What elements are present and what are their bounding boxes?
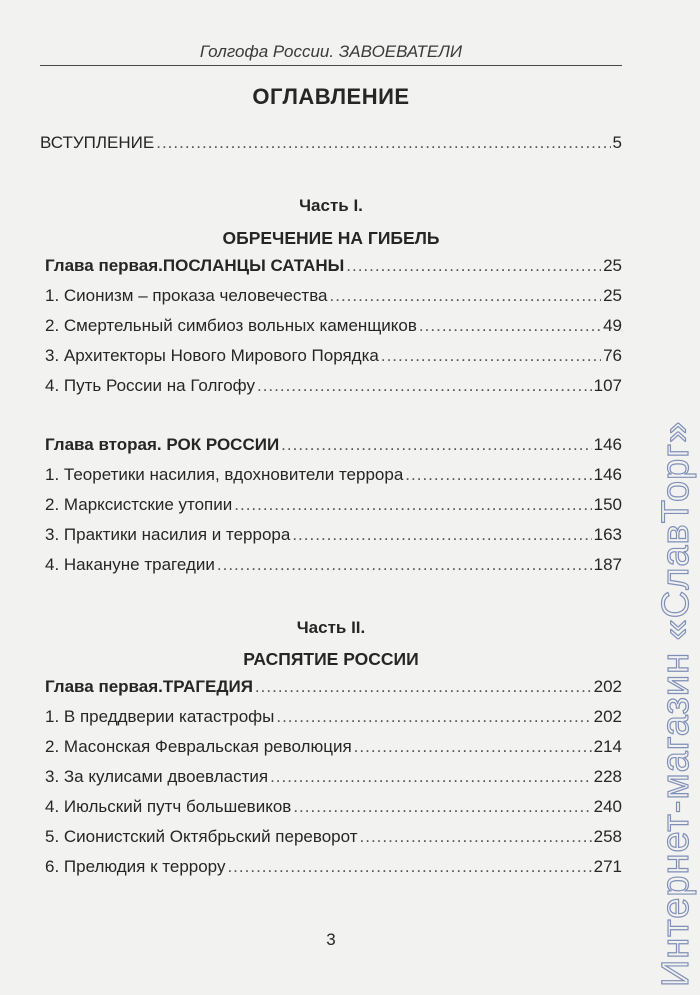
entry-page: 214 <box>593 737 622 756</box>
toc-title: ОГЛАВЛЕНИЕ <box>252 84 410 109</box>
toc-entry-section[interactable] <box>45 827 622 851</box>
entry-page: 187 <box>593 555 622 574</box>
toc-entry-intro[interactable] <box>40 133 622 157</box>
toc-entry-section[interactable] <box>45 797 622 821</box>
entry-page: 163 <box>593 525 622 544</box>
part-label: Часть I. <box>299 196 363 215</box>
chapter-prefix: Глава первая. <box>45 677 163 696</box>
page-number: 3 <box>326 930 336 949</box>
entry-label: 3. Архитекторы Нового Мирового Порядка <box>45 346 379 365</box>
entry-label: 3. За кулисами двоевластия <box>45 767 269 786</box>
toc-entry-section[interactable] <box>45 857 622 881</box>
entry-label: 2. Масонская Февральская революция <box>45 737 352 756</box>
entry-page: 146 <box>593 435 622 454</box>
part-title: ОБРЕЧЕНИЕ НА ГИБЕЛЬ <box>222 228 440 248</box>
toc-entry-section[interactable] <box>45 465 622 489</box>
leader-dots <box>234 495 591 515</box>
toc-entry-section[interactable] <box>45 737 622 761</box>
entry-page: 228 <box>593 767 622 786</box>
leader-dots <box>227 857 591 877</box>
entry-label: 5. Сионистский Октябрьский переворот <box>45 827 358 846</box>
chapter-name: ТРАГЕДИЯ <box>162 677 253 696</box>
entry-page: 107 <box>593 376 622 395</box>
part-label: Часть II. <box>296 618 366 637</box>
entry-label: 1. Теоретики насилия, вдохновители террора <box>45 465 404 484</box>
entry-label: ВСТУПЛЕНИЕ <box>40 133 155 152</box>
entry-page: 240 <box>593 797 622 816</box>
leader-dots <box>255 677 592 697</box>
entry-page: 5 <box>612 133 622 152</box>
toc-entry-section[interactable] <box>45 707 622 731</box>
toc-entry-section[interactable] <box>45 316 622 340</box>
toc-entry-section[interactable] <box>45 495 622 519</box>
leader-dots <box>217 555 592 575</box>
entry-label: 4. Накануне трагедии <box>45 555 215 574</box>
chapter-name: РОК РОССИИ <box>166 435 280 454</box>
toc-entry-section[interactable] <box>45 286 622 310</box>
leader-dots <box>276 707 591 727</box>
leader-dots <box>281 435 591 455</box>
entry-label: 3. Практики насилия и террора <box>45 525 291 544</box>
toc-entry-chapter[interactable] <box>45 256 622 280</box>
entry-label: 2. Смертельный симбиоз вольных каменщиков <box>45 316 417 335</box>
entry-page: 49 <box>603 316 622 335</box>
entry-page: 76 <box>603 346 622 365</box>
leader-dots <box>419 316 601 336</box>
entry-page: 202 <box>593 707 622 726</box>
toc-entry-chapter[interactable] <box>45 435 622 459</box>
leader-dots <box>270 767 592 787</box>
entry-page: 25 <box>603 256 622 275</box>
entry-page: 271 <box>593 857 622 876</box>
entry-label: 6. Прелюдия к террору <box>45 857 226 876</box>
leader-dots <box>257 376 592 396</box>
chapter-prefix: Глава первая. <box>45 256 163 275</box>
toc-entry-section[interactable] <box>45 376 622 400</box>
entry-label: 1. Сионизм – проказа человечества <box>45 286 328 305</box>
leader-dots <box>354 737 592 757</box>
toc-entry-section[interactable] <box>45 555 622 579</box>
leader-dots <box>292 525 591 545</box>
leader-dots <box>360 827 592 847</box>
entry-page: 146 <box>593 465 622 484</box>
leader-dots <box>330 286 602 306</box>
entry-label: 2. Марксистские утопии <box>45 495 233 514</box>
entry-page: 25 <box>603 286 622 305</box>
header-rule <box>40 65 622 66</box>
toc-entry-section[interactable] <box>45 346 622 370</box>
chapter-prefix: Глава вторая. <box>45 435 162 454</box>
running-header: Голгофа России. ЗАВОЕВАТЕЛИ <box>199 42 463 61</box>
toc-entry-section[interactable] <box>45 525 622 549</box>
chapter-name: ПОСЛАНЦЫ САТАНЫ <box>162 256 345 275</box>
toc-entry-section[interactable] <box>45 767 622 791</box>
toc-entry-chapter[interactable] <box>45 677 622 701</box>
entry-page: 202 <box>593 677 622 696</box>
entry-page: 150 <box>593 495 622 514</box>
entry-page: 258 <box>593 827 622 846</box>
leader-dots <box>293 797 591 817</box>
part-title: РАСПЯТИЕ РОССИИ <box>243 649 419 669</box>
entry-label: 1. В преддверии катастрофы <box>45 707 275 726</box>
entry-label: 4. Июльский путч большевиков <box>45 797 292 816</box>
entry-label: 4. Путь России на Голгофу <box>45 376 255 395</box>
leader-dots <box>346 256 601 276</box>
leader-dots <box>381 346 601 366</box>
watermark: Интернет-магазин «СлавТорг» <box>655 420 697 987</box>
leader-dots <box>405 465 591 485</box>
leader-dots <box>156 133 610 153</box>
